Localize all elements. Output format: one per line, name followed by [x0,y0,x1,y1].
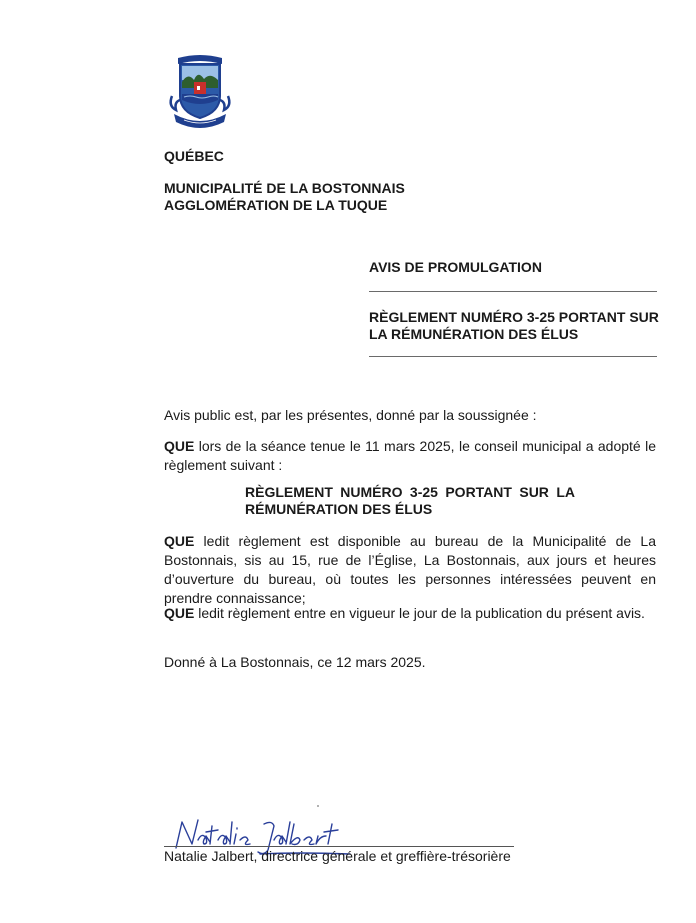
effective-text: ledit règlement entre en vigueur le jour de la publication du présent avis. [194,605,645,621]
signature-line [164,846,514,847]
notice-title: AVIS DE PROMULGATION [369,259,542,275]
effective-paragraph [164,604,656,623]
adoption-text: lors de la séance tenue le 11 mars 2025, le conseil municipal a adopté le règlement suivant : [164,438,656,473]
municipality-heading: MUNICIPALITÉ DE LA BOSTONNAIS [164,180,405,196]
bylaw-title: RÈGLEMENT NUMÉRO 3-25 PORTANT SUR LA RÉMUNÉRATION DES ÉLUS [369,309,659,342]
que-keyword: QUE [164,533,195,549]
que-keyword: QUE [164,605,195,621]
bylaw-reference [245,484,575,518]
adoption-paragraph [164,437,656,475]
municipal-crest-logo [164,52,236,134]
que-keyword: QUE [164,438,195,454]
bylaw-reference-line-2: RÉMUNÉRATION DES ÉLUS [245,501,433,517]
signatory-caption: Natalie Jalbert, directrice générale et greffière-trésorière [164,848,511,864]
bylaw-reference-line-1: RÈGLEMENT NUMÉRO 3-25 PORTANT SUR LA [245,484,575,500]
divider-line [369,356,657,357]
given-at-line: Donné à La Bostonnais, ce 12 mars 2025. [164,654,426,670]
intro-paragraph: Avis public est, par les présentes, donné par la soussignée : [164,407,537,423]
divider-line [369,291,657,292]
province-heading: QUÉBEC [164,148,224,164]
availability-text: ledit règlement est disponible au bureau de la Municipalité de La Bostonnais, sis au 15, rue de l’Église, La Bostonnais, aux jours et heures d’ouverture du bureau, où toutes les personnes intéressées peuvent en prendre connaissance; [164,533,656,606]
scan-speck [317,805,319,807]
agglomeration-heading: AGGLOMÉRATION DE LA TUQUE [164,197,388,213]
availability-paragraph [164,532,656,608]
